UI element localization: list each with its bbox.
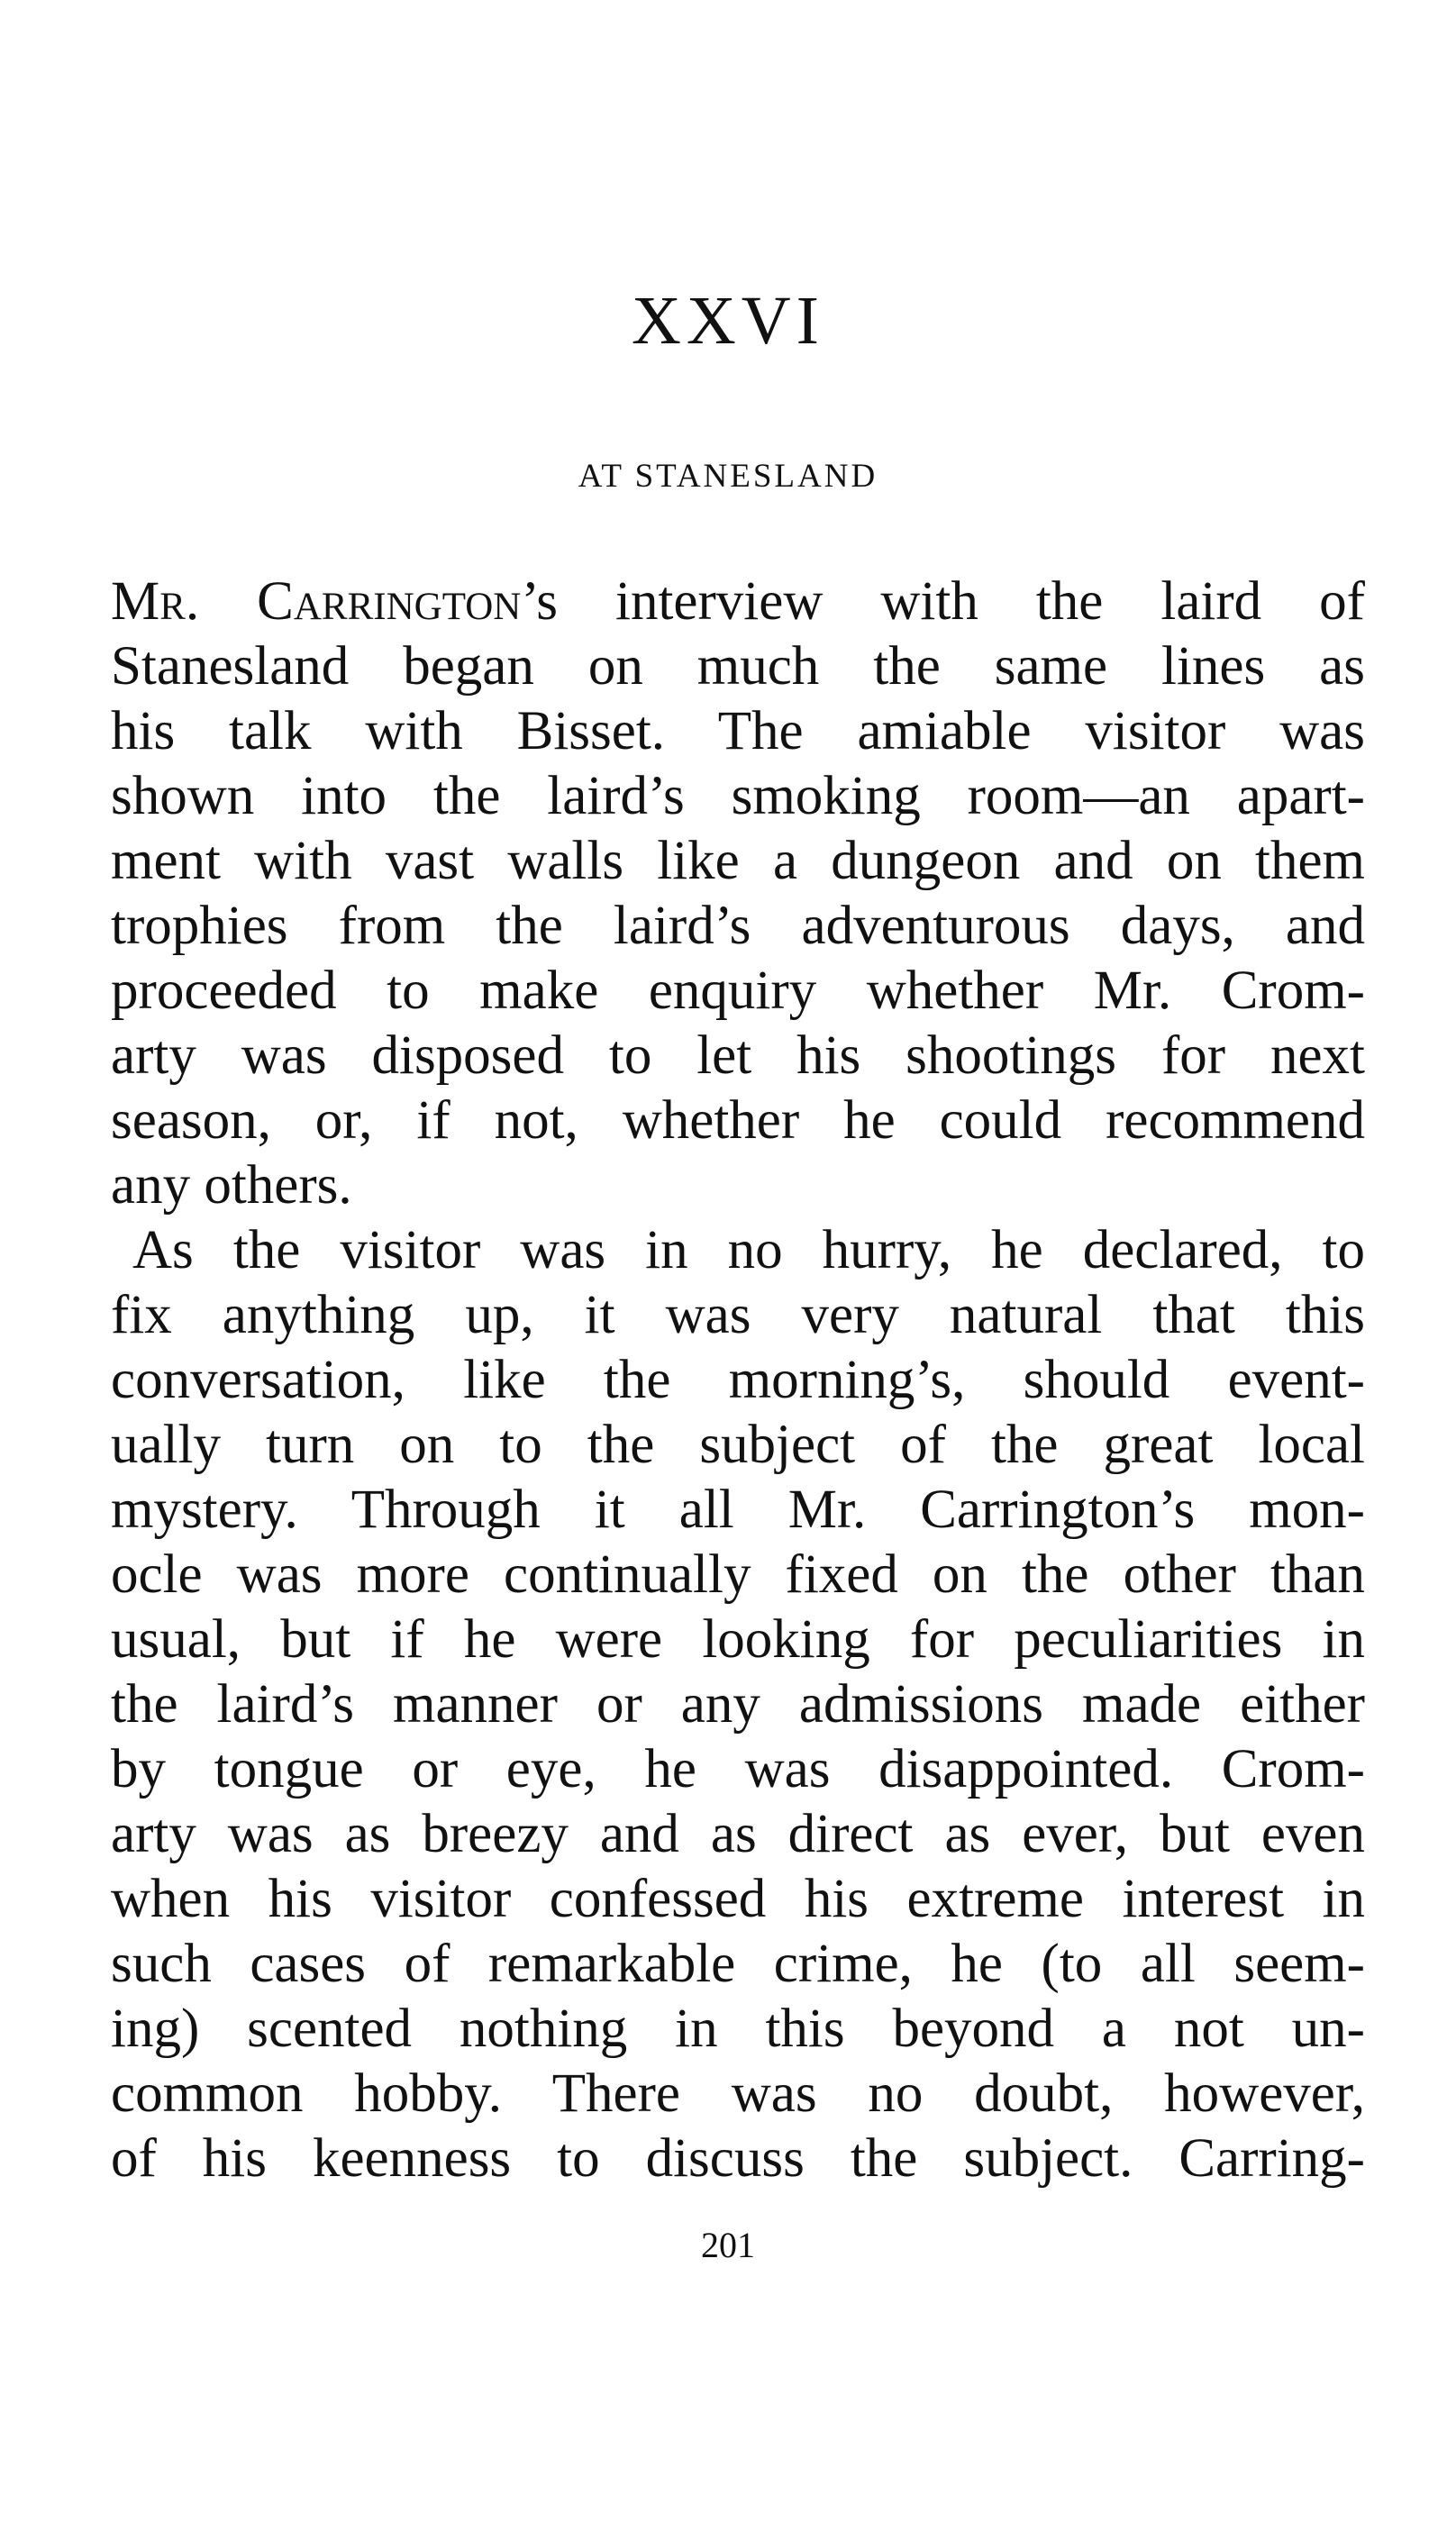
text-line: trophies from the laird’s adventurous days, and <box>111 896 1365 956</box>
text-line: season, or, if not, whether he could recommend <box>111 1090 1365 1151</box>
text-line: Stanesland began on much the same lines as <box>111 636 1365 697</box>
text-line: by tongue or eye, he was disappointed. Crom- <box>111 1739 1365 1799</box>
text-line: the laird’s manner or any admissions made either <box>111 1674 1365 1735</box>
text-line: ment with vast walls like a dungeon and on them <box>111 831 1365 891</box>
text-line: when his visitor confessed his extreme interest in <box>111 1869 1365 1929</box>
text-line: proceeded to make enquiry whether Mr. Crom- <box>111 961 1365 1021</box>
text-line: ually turn on to the subject of the great local <box>111 1415 1365 1475</box>
text-line: of his keenness to discuss the subject. Carring- <box>111 2128 1365 2189</box>
lead-small-caps: Mr. Carrington <box>111 571 522 632</box>
text-line: fix anything up, it was very natural that this <box>111 1285 1365 1345</box>
text-line: arty was as breezy and as direct as ever, but even <box>111 1804 1365 1864</box>
text-line: arty was disposed to let his shootings for next <box>111 1025 1365 1086</box>
text-line: common hobby. There was no doubt, however, <box>111 2063 1365 2124</box>
text-line: ing) scented nothing in this beyond a not un- <box>111 1999 1365 2059</box>
page-number: 201 <box>701 2225 755 2265</box>
chapter-title: AT STANESLAND <box>578 458 878 495</box>
line-text: ’s interview with the laird of <box>521 571 1365 632</box>
text-line: usual, but if he were looking for peculiarities in <box>111 1609 1365 1670</box>
text-line: conversation, like the morning’s, should event- <box>111 1350 1365 1410</box>
paragraph-2 <box>111 1218 1365 2191</box>
text-line: such cases of remarkable crime, he (to all seem- <box>111 1934 1365 1994</box>
text-line: any others. <box>111 1155 352 1216</box>
text-line: shown into the laird’s smoking room—an apart- <box>111 766 1365 826</box>
chapter-number: XXVI <box>632 283 824 359</box>
text-line <box>111 569 1365 634</box>
paragraph-1 <box>111 569 1365 1218</box>
body-text <box>111 569 1365 2191</box>
text-line: ocle was more continually fixed on the other than <box>111 1544 1365 1605</box>
text-line: mystery. Through it all Mr. Carrington’s mon- <box>111 1480 1365 1540</box>
text-line: As the visitor was in no hurry, he declared, to <box>132 1220 1365 1280</box>
text-line: his talk with Bisset. The amiable visitor was <box>111 701 1365 761</box>
